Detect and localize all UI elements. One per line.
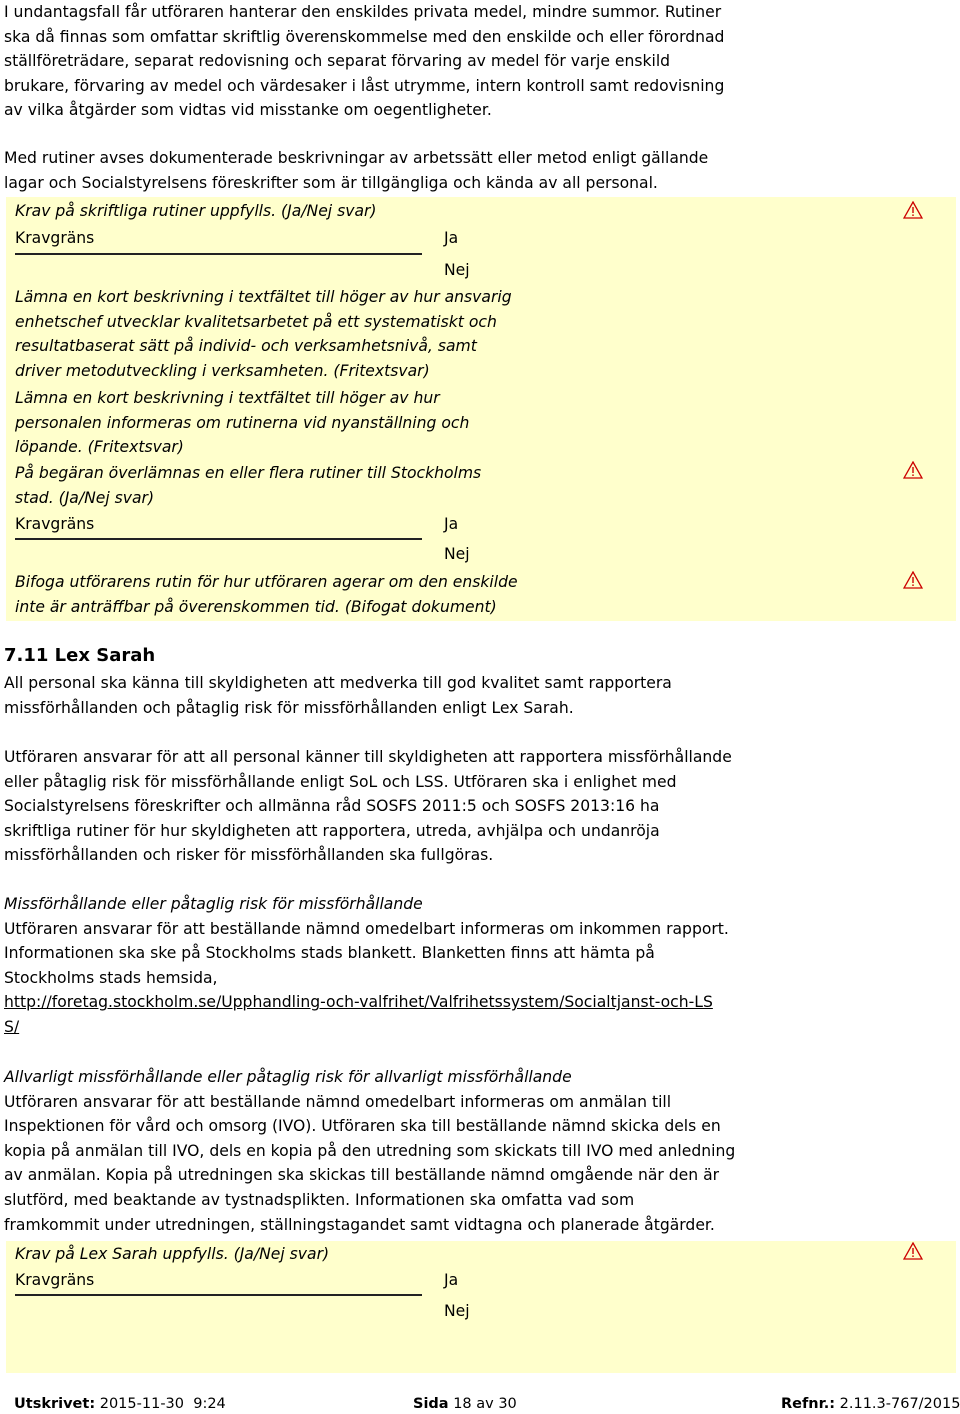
- text-line: inte är anträffbar på överenskommen tid. (Bifogat dokument): [15, 597, 497, 616]
- text-line: framkommit under utredningen, ställningstagandet samt vidtagna och planerade åtgärder.: [4, 1215, 715, 1234]
- warning-icon[interactable]: [903, 1242, 923, 1260]
- text-line: kopia på anmälan till IVO, dels en kopia på den utredning som skickats till IVO med anledning: [4, 1141, 736, 1160]
- text-line: missförhållanden och risker för missförhållanden ska fullgöras.: [4, 846, 494, 865]
- question-personalen: [15, 386, 469, 460]
- requirement-lex-sarah: Krav på Lex Sarah uppfylls. (Ja/Nej svar): [15, 1245, 330, 1263]
- blankett-link[interactable]: http://foretag.stockholm.se/Upphandling-och-valfrihet/Valfrihetssystem/Socialtjanst-och-LS: [4, 993, 713, 1012]
- lex-sarah-para1: [4, 671, 954, 720]
- requirement-submit-routines: [15, 461, 481, 510]
- requirement-box-lex-sarah: [6, 1241, 956, 1373]
- text-line: Utföraren ansvarar för att beställande nämnd omedelbart informeras om inkommen rapport.: [4, 919, 729, 938]
- kravgrans-label: Kravgräns: [15, 515, 95, 533]
- warning-icon[interactable]: [903, 461, 923, 479]
- footer-printed-label: Utskrivet:: [14, 1396, 96, 1412]
- text-line: stad. (Ja/Nej svar): [15, 488, 155, 507]
- text-line: eller påtaglig risk för missförhållande enligt SoL och LSS. Utföraren ska i enlighet med: [4, 772, 677, 791]
- text-line: Bifoga utförarens rutin för hur utföraren agerar om den enskilde: [15, 573, 518, 591]
- text-line: brukare, förvaring av medel och värdesaker i låst utrymme, intern kontroll samt redovisning: [4, 76, 725, 95]
- question-enhetschef: [15, 285, 512, 383]
- requirement-box-rutiner: [6, 197, 956, 621]
- text-line: ska då finnas som omfattar skriftlig överenskommelse med den enskilde och eller förordnad: [4, 27, 725, 46]
- intro-paragraph: [4, 0, 954, 123]
- warning-icon[interactable]: [903, 571, 923, 589]
- subsection-heading: Missförhållande eller påtaglig risk för missförhållande: [4, 895, 423, 913]
- subsection-missforhallande: [4, 892, 954, 1040]
- blankett-link[interactable]: S/: [4, 1017, 20, 1036]
- kravgrans-line: [15, 538, 422, 540]
- text-line: Stockholms stads hemsida,: [4, 968, 218, 987]
- text-line: enhetschef utvecklar kvalitetsarbetet på ett systematiskt och: [15, 312, 497, 331]
- requirement-attach-routine: [15, 570, 518, 619]
- text-line: Informationen ska ske på Stockholms stads blankett. Blanketten finns att hämta på: [4, 944, 655, 963]
- text-line: skriftliga rutiner för hur skyldigheten att rapportera, utreda, avhjälpa och undanröja: [4, 821, 660, 840]
- kravgrans-line: [15, 253, 422, 255]
- warning-icon[interactable]: [903, 201, 923, 219]
- text-line: Inspektionen för vård och omsorg (IVO). Utföraren ska till beställande nämnd skicka dels en: [4, 1117, 721, 1136]
- subsection-heading: Allvarligt missförhållande eller påtaglig risk för allvarligt missförhållande: [4, 1068, 572, 1086]
- option-no[interactable]: Nej: [444, 261, 470, 279]
- text-line: av anmälan. Kopia på utredningen ska skickas till beställande nämnd omgående när den är: [4, 1166, 720, 1185]
- text-line: slutförd, med beaktande av tystnadsplikten. Informationen ska omfatta vad som: [4, 1190, 635, 1209]
- lex-sarah-para2: [4, 745, 954, 868]
- text-line: löpande. (Fritextsvar): [15, 438, 184, 457]
- kravgrans-label: Kravgräns: [15, 1271, 95, 1289]
- subsection-allvarligt: [4, 1065, 954, 1237]
- kravgrans-line: [15, 1294, 422, 1296]
- text-line: All personal ska känna till skyldigheten att medverka till god kvalitet samt rapportera: [4, 674, 672, 692]
- footer-page-label: Sida: [413, 1396, 449, 1412]
- option-yes[interactable]: Ja: [444, 1271, 459, 1289]
- text-line: av vilka åtgärder som vidtas vid misstanke om oegentligheter.: [4, 101, 492, 120]
- text-line: Utföraren ansvarar för att all personal känner till skyldigheten att rapportera missförhållande: [4, 748, 732, 766]
- text-line: missförhållanden och påtaglig risk för missförhållanden enligt Lex Sarah.: [4, 698, 574, 717]
- text-line: personalen informeras om rutinerna vid nyanställning och: [15, 413, 470, 432]
- option-yes[interactable]: Ja: [444, 515, 459, 533]
- text-line: På begäran överlämnas en eller flera rutiner till Stockholms: [15, 464, 482, 482]
- rutiner-paragraph: [4, 146, 954, 195]
- option-no[interactable]: Nej: [444, 545, 470, 563]
- option-no[interactable]: Nej: [444, 1302, 470, 1320]
- footer-ref-label: Refnr.:: [781, 1396, 836, 1412]
- text-line: ställföreträdare, separat redovisning och separat förvaring av medel för varje enskild: [4, 52, 671, 71]
- footer-page-value: 18 av 30: [453, 1396, 517, 1412]
- text-line: lagar och Socialstyrelsens föreskrifter som är tillgängliga och kända av all personal.: [4, 173, 658, 192]
- requirement-written-routines: Krav på skriftliga rutiner uppfylls. (Ja/Nej svar): [15, 202, 377, 220]
- text-line: Lämna en kort beskrivning i textfältet till höger av hur ansvarig: [15, 288, 512, 306]
- footer-page: [413, 1394, 517, 1414]
- footer-ref: [781, 1394, 960, 1414]
- kravgrans-label: Kravgräns: [15, 229, 95, 247]
- text-line: Utföraren ansvarar för att beställande nämnd omedelbart informeras om anmälan till: [4, 1092, 672, 1111]
- text-line: Socialstyrelsens föreskrifter och allmänna råd SOSFS 2011:5 och SOSFS 2013:16 ha: [4, 797, 660, 816]
- text-line: driver metodutveckling i verksamheten. (Fritextsvar): [15, 361, 430, 380]
- section-heading: 7.11 Lex Sarah: [4, 645, 156, 666]
- footer-printed: [14, 1394, 226, 1414]
- footer-printed-value: 2015-11-30 9:24: [99, 1396, 226, 1412]
- text-line: I undantagsfall får utföraren hanterar den enskildes privata medel, mindre summor. Rutiner: [4, 3, 722, 21]
- text-line: resultatbaserat sätt på individ- och verksamhetsnivå, samt: [15, 337, 477, 356]
- text-line: Lämna en kort beskrivning i textfältet till höger av hur: [15, 389, 440, 407]
- option-yes[interactable]: Ja: [444, 229, 459, 247]
- text-line: Med rutiner avses dokumenterade beskrivningar av arbetssätt eller metod enligt gällande: [4, 149, 709, 167]
- footer-ref-value: 2.11.3-767/2015: [839, 1396, 960, 1412]
